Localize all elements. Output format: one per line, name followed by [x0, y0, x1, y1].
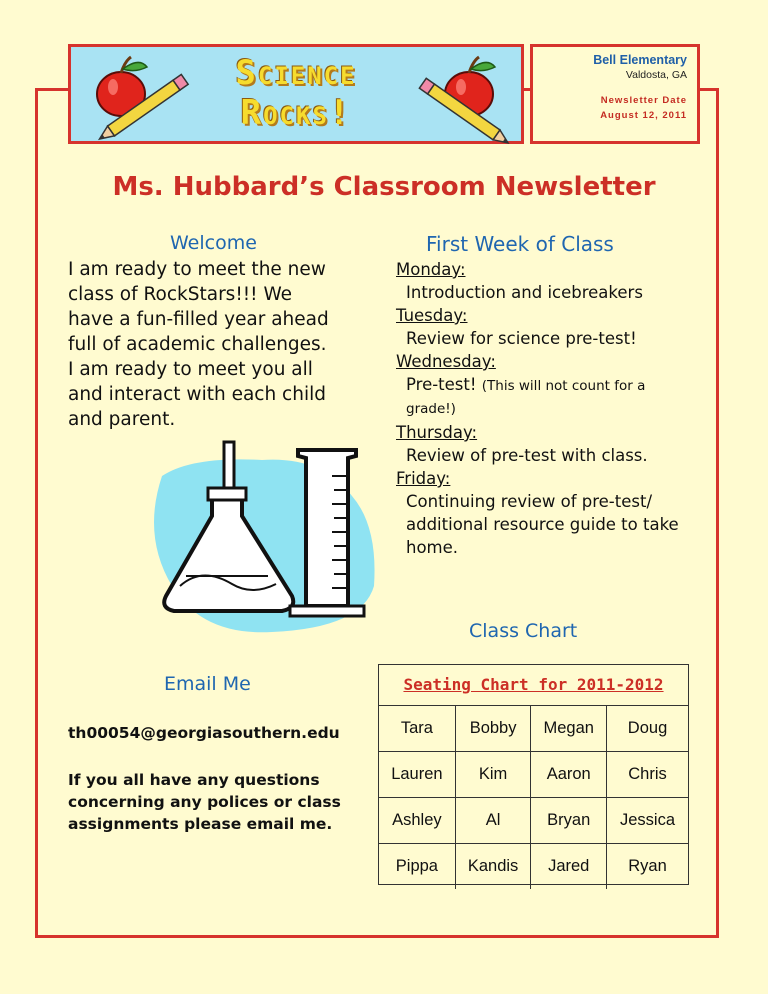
seat-cell: Doug [607, 706, 688, 752]
email-note-line: If you all have any questions [68, 771, 320, 789]
seat-cell: Ashley [379, 798, 455, 844]
seat-cell: Megan [531, 706, 607, 752]
header-info-box [530, 44, 700, 144]
day-note-small: (This will not count for a [481, 378, 646, 394]
email-address-link[interactable]: th00054@georgiasouthern.edu [68, 724, 340, 742]
seat-cell: Ryan [607, 844, 688, 890]
welcome-line: class of RockStars!!! We [68, 284, 293, 305]
first-week-heading: First Week of Class [426, 232, 614, 256]
day-note-small: grade!) [406, 401, 456, 417]
welcome-line: and interact with each child [68, 384, 326, 405]
apple-pencil-icon [401, 49, 521, 144]
seat-cell: Bobby [455, 706, 531, 752]
table-row [379, 844, 688, 890]
seat-cell: Pippa [379, 844, 455, 890]
seating-table [379, 706, 688, 889]
seating-chart [378, 664, 689, 885]
page-title: Ms. Hubbard’s Classroom Newsletter [112, 172, 656, 202]
seat-cell: Bryan [531, 798, 607, 844]
seat-cell: Al [455, 798, 531, 844]
seat-cell: Lauren [379, 752, 455, 798]
welcome-text [68, 257, 368, 432]
email-note-line: concerning any polices or class [68, 793, 341, 811]
seat-cell: Jared [531, 844, 607, 890]
email-note-line: assignments please email me. [68, 815, 333, 833]
banner-title-line1: Science [235, 53, 357, 93]
day-note: Continuing review of pre-test/ [406, 492, 653, 511]
day-note: Review for science pre-test! [406, 329, 637, 348]
table-row [379, 798, 688, 844]
welcome-heading: Welcome [170, 232, 257, 254]
welcome-line: I am ready to meet the new [68, 259, 326, 280]
banner-title-line2: Rocks! [240, 93, 352, 133]
class-chart-heading: Class Chart [469, 620, 578, 642]
newsletter-date: August 12, 2011 [600, 110, 687, 121]
header-banner [68, 44, 524, 144]
day-note: additional resource guide to take [406, 515, 679, 534]
seat-cell: Kim [455, 752, 531, 798]
seat-cell: Tara [379, 706, 455, 752]
day-thursday: Thursday: [396, 423, 478, 442]
email-note [68, 769, 368, 835]
seating-chart-title: Seating Chart for 2011-2012 [379, 665, 688, 706]
lab-glassware-icon [142, 436, 378, 646]
day-tuesday: Tuesday: [396, 306, 468, 325]
welcome-line: full of academic challenges. [68, 334, 327, 355]
day-note [396, 373, 726, 398]
welcome-line: and parent. [68, 409, 176, 430]
school-city: Valdosta, GA [625, 69, 687, 81]
school-name: Bell Elementary [593, 53, 687, 67]
table-row [379, 706, 688, 752]
day-note-text: Pre-test! [406, 375, 477, 394]
newsletter-date-label: Newsletter Date [600, 95, 687, 106]
seat-cell: Aaron [531, 752, 607, 798]
day-friday: Friday: [396, 469, 451, 488]
email-heading: Email Me [164, 673, 251, 695]
table-row [379, 752, 688, 798]
day-wednesday: Wednesday: [396, 352, 496, 371]
day-note: home. [406, 538, 459, 557]
day-note: Introduction and icebreakers [406, 283, 643, 302]
day-note: Review of pre-test with class. [406, 446, 648, 465]
seat-cell: Kandis [455, 844, 531, 890]
day-monday: Monday: [396, 260, 466, 279]
welcome-line: have a fun-filled year ahead [68, 309, 329, 330]
seat-cell: Chris [607, 752, 688, 798]
first-week-list [396, 258, 726, 559]
seat-cell: Jessica [607, 798, 688, 844]
welcome-line: I am ready to meet you all [68, 359, 313, 380]
